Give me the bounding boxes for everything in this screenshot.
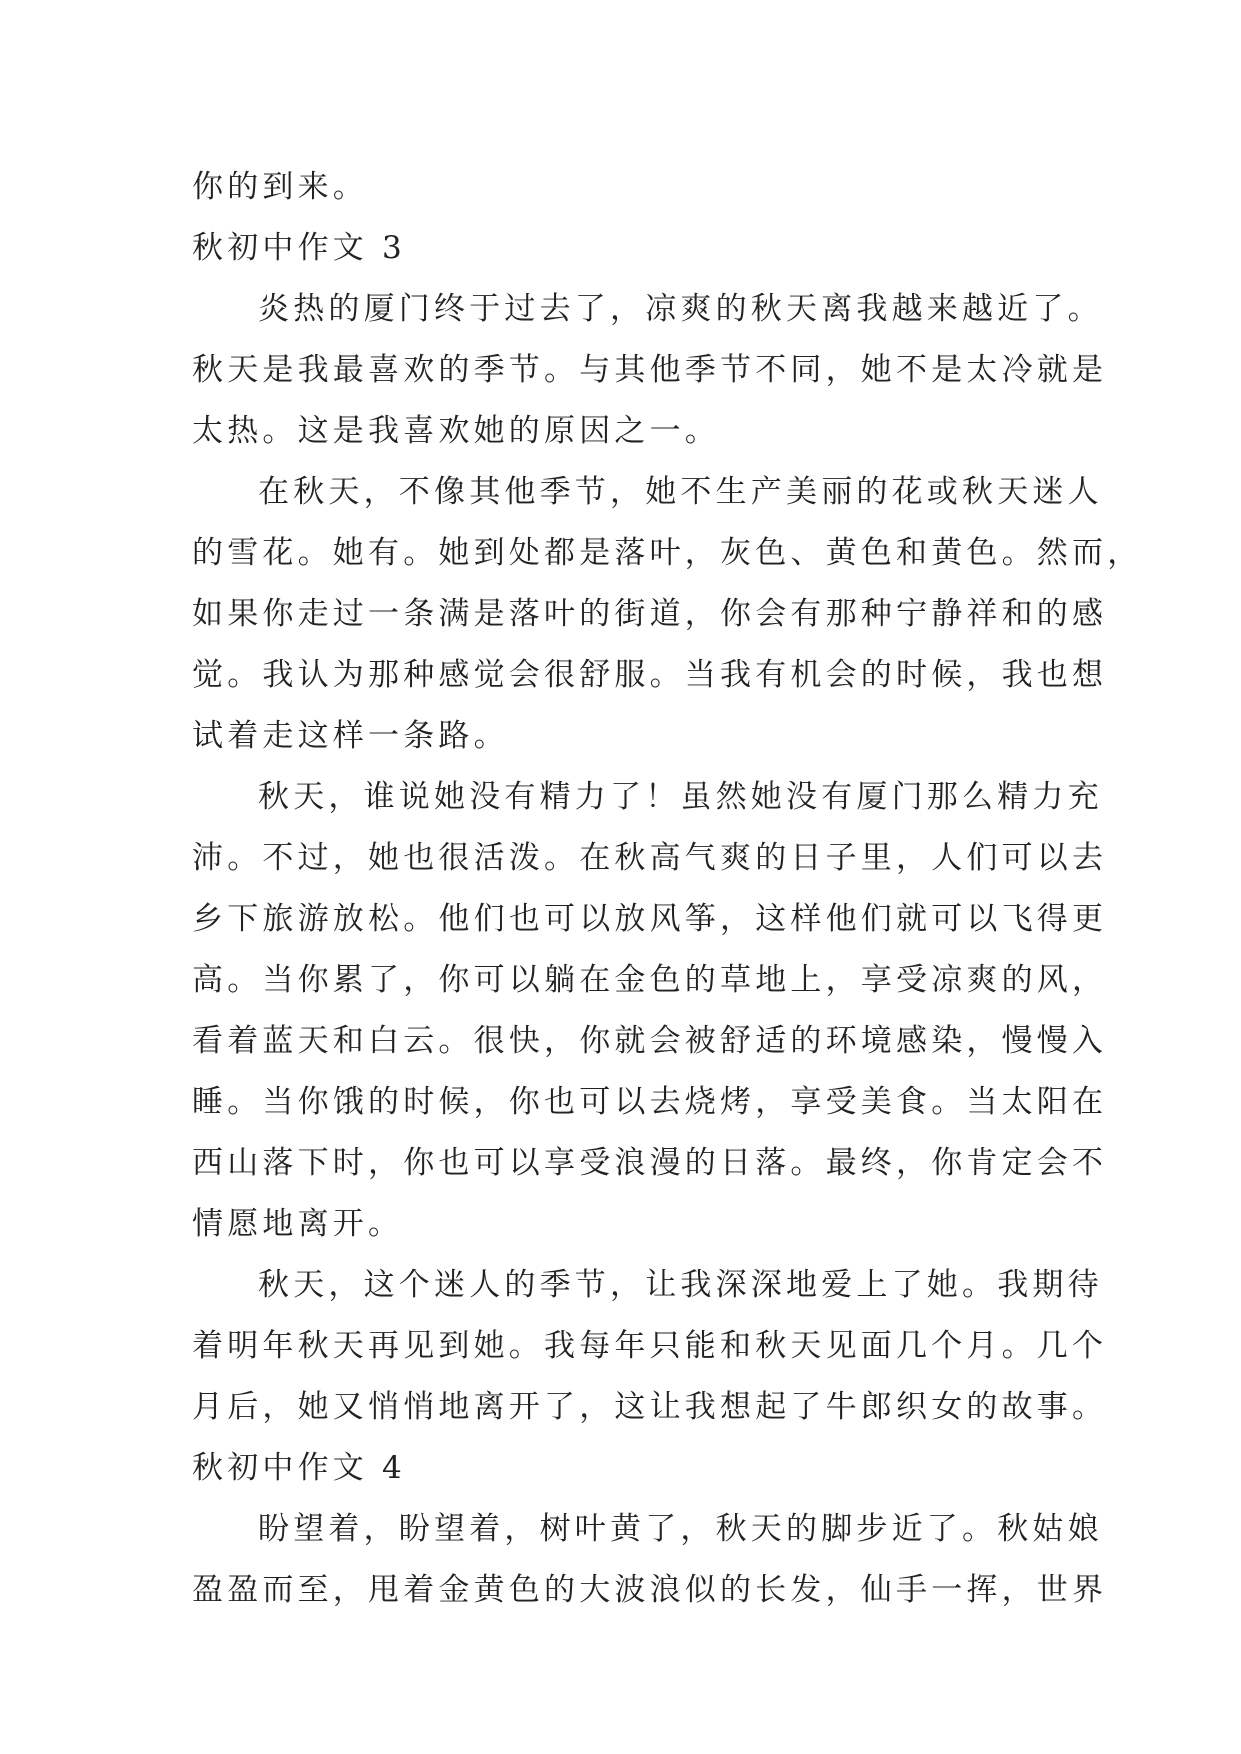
text-line: 月后，她又悄悄地离开了，这让我想起了牛郎织女的故事。 — [192, 1389, 1108, 1425]
text-line: 看着蓝天和白云。很快，你就会被舒适的环境感染，慢慢入 — [192, 1023, 1108, 1059]
text-line: 你的到来。 — [192, 169, 368, 205]
text-line: 盈盈而至，甩着金黄色的大波浪似的长发，仙手一挥，世界 — [192, 1572, 1108, 1608]
text-line: 的雪花。她有。她到处都是落叶，灰色、黄色和黄色。然而， — [192, 535, 1143, 571]
text-line: 秋天，谁说她没有精力了！虽然她没有厦门那么精力充 — [258, 779, 1103, 815]
text-line: 在秋天，不像其他季节，她不生产美丽的花或秋天迷人 — [258, 474, 1103, 510]
text-line: 秋天，这个迷人的季节，让我深深地爱上了她。我期待 — [258, 1267, 1103, 1303]
text-line: 沛。不过，她也很活泼。在秋高气爽的日子里，人们可以去 — [192, 840, 1108, 876]
text-line: 着明年秋天再见到她。我每年只能和秋天见面几个月。几个 — [192, 1328, 1108, 1364]
text-line: 乡下旅游放松。他们也可以放风筝，这样他们就可以飞得更 — [192, 901, 1108, 937]
text-line: 试着走这样一条路。 — [192, 718, 509, 754]
text-line: 觉。我认为那种感觉会很舒服。当我有机会的时候，我也想 — [192, 657, 1108, 693]
text-line: 盼望着，盼望着，树叶黄了，秋天的脚步近了。秋姑娘 — [258, 1511, 1103, 1547]
section-heading: 秋初中作文 3 — [192, 230, 406, 266]
text-line: 太热。这是我喜欢她的原因之一。 — [192, 413, 720, 449]
text-line: 秋天是我最喜欢的季节。与其他季节不同，她不是太冷就是 — [192, 352, 1108, 388]
text-line: 情愿地离开。 — [192, 1206, 404, 1242]
text-line: 高。当你累了，你可以躺在金色的草地上，享受凉爽的风， — [192, 962, 1108, 998]
section-heading: 秋初中作文 4 — [192, 1450, 406, 1486]
text-line: 如果你走过一条满是落叶的街道，你会有那种宁静祥和的感 — [192, 596, 1108, 632]
text-line: 炎热的厦门终于过去了，凉爽的秋天离我越来越近了。 — [258, 291, 1103, 327]
document-page — [192, 157, 1143, 1621]
text-line: 睡。当你饿的时候，你也可以去烧烤，享受美食。当太阳在 — [192, 1084, 1108, 1120]
text-line: 西山落下时，你也可以享受浪漫的日落。最终，你肯定会不 — [192, 1145, 1108, 1181]
